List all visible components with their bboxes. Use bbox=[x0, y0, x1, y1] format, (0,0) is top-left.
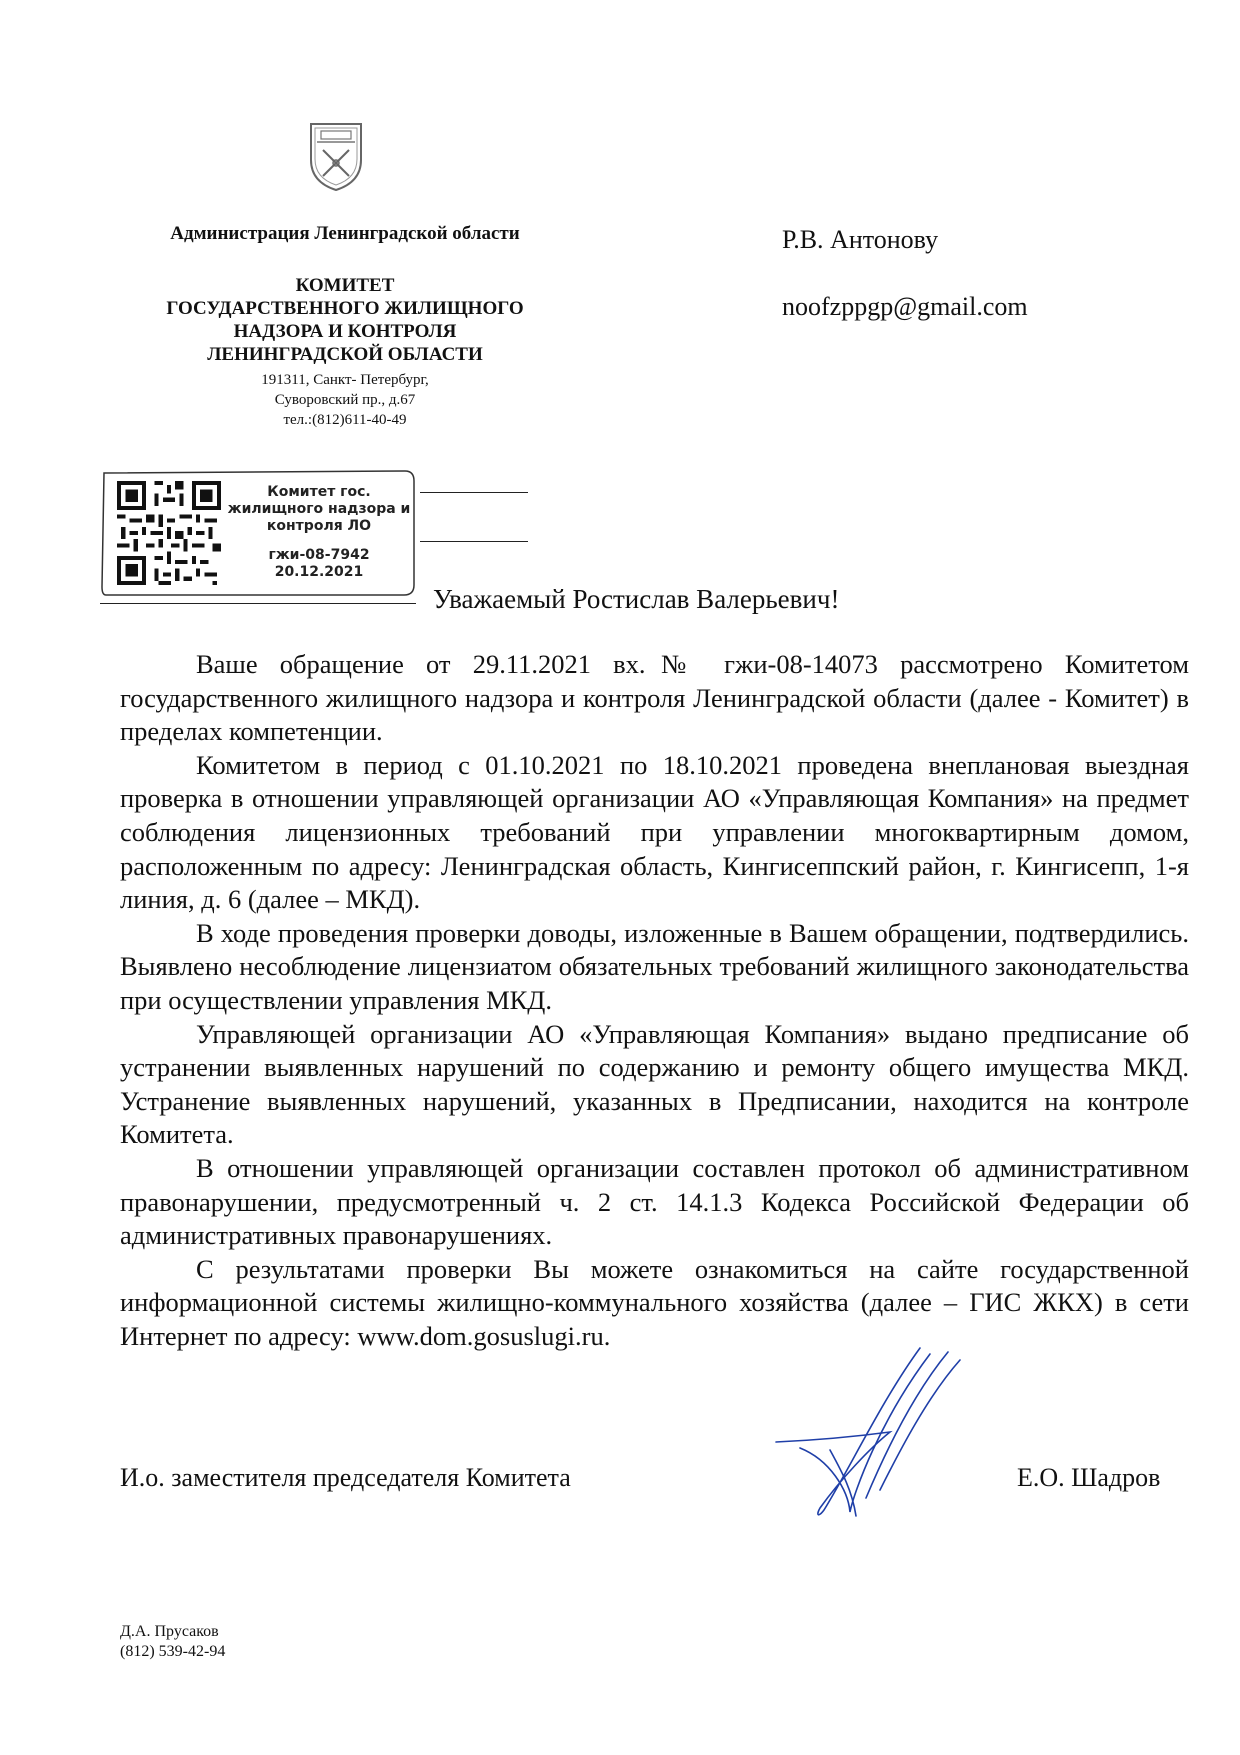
qr-code-icon bbox=[117, 481, 221, 585]
recipient-name: Р.В. Антонову bbox=[782, 225, 939, 254]
recipient-email: noofzppgp@gmail.com bbox=[782, 292, 1028, 321]
blank-line bbox=[100, 603, 416, 604]
coat-of-arms-icon bbox=[307, 120, 365, 192]
handwritten-signature bbox=[770, 1340, 970, 1540]
body-paragraph: Ваше обращение от 29.11.2021 вх.№ гжи-08-14073 рассмотрено Комитетом государственного жилищного надзора и контроля Ленинградской области (далее - Комитет) в пределах компетенции. bbox=[120, 649, 1189, 747]
committee-address bbox=[125, 370, 565, 430]
blank-line bbox=[420, 541, 528, 542]
committee-line: ЛЕНИНГРАДСКОЙ ОБЛАСТИ bbox=[207, 344, 483, 365]
blank-line bbox=[420, 492, 528, 493]
executor-name: Д.А. Прусаков bbox=[120, 1623, 219, 1640]
body-paragraph: С результатами проверки Вы можете ознакомиться на сайте государственной информационной системы жилищно-коммунального хозяйства (далее – ГИС ЖКХ) в сети Интернет по адресу: www.dom.gosuslugi.ru. bbox=[120, 1253, 1189, 1351]
organization-name: Администрация Ленинградской области bbox=[170, 223, 520, 244]
stamp-org-line: контроля ЛО bbox=[266, 518, 372, 534]
executor-phone: (812) 539-42-94 bbox=[120, 1643, 226, 1660]
body-paragraph: Управляющей организации АО «Управляющая Компания» выдано предписание об устранении выявленных нарушений по содержанию и ремонту общего имущества МКД. Устранение выявленных нарушений, указанных в Предписании, находится на контроле Комитета. bbox=[120, 1018, 1189, 1150]
stamp-organization bbox=[222, 484, 416, 535]
stamp-registration-number: гжи-08-7942 bbox=[268, 547, 370, 563]
registration-stamp bbox=[100, 469, 416, 597]
address-line: тел.:(812)611-40-49 bbox=[283, 412, 407, 428]
committee-line: НАДЗОРА И КОНТРОЛЯ bbox=[233, 321, 457, 342]
committee-line: КОМИТЕТ bbox=[295, 275, 395, 296]
signer-name: Е.О. Шадров bbox=[1017, 1463, 1161, 1492]
letter-body bbox=[120, 648, 1189, 1353]
committee-line: ГОСУДАРСТВЕННОГО ЖИЛИЩНОГО bbox=[166, 298, 524, 319]
signer-title: И.о. заместителя председателя Комитета bbox=[120, 1463, 571, 1492]
body-paragraph: Комитетом в период с 01.10.2021 по 18.10.2021 проведена внеплановая выездная проверка в отношении управляющей организации АО «Управляющая Компания» на предмет соблюдения лицензионных требований при управлении многоквартирным домом, расположенным по адресу: Ленинградская область, Кингисеппский район, г. Кингисепп, 1-я линия, д. 6 (далее – МКД). bbox=[120, 749, 1189, 915]
body-paragraph: В отношении управляющей организации составлен протокол об административном правонарушении, предусмотренный ч. 2 ст. 14.1.3 Кодекса Российской Федерации об административных правонарушениях. bbox=[120, 1152, 1189, 1251]
greeting: Уважаемый Ростислав Валерьевич! bbox=[433, 584, 840, 614]
executor-info bbox=[120, 1622, 225, 1662]
address-line: Суворовский пр., д.67 bbox=[274, 392, 416, 408]
address-line: 191311, Санкт- Петербург, bbox=[261, 372, 429, 388]
stamp-org-line: жилищного надзора и bbox=[227, 501, 411, 517]
committee-name bbox=[125, 274, 565, 366]
stamp-org-line: Комитет гос. bbox=[267, 484, 371, 500]
stamp-registration-date: 20.12.2021 bbox=[274, 564, 364, 580]
body-paragraph: В ходе проведения проверки доводы, изложенные в Вашем обращении, подтвердились. Выявлено несоблюдение лицензиатом обязательных требований жилищного законодательства при осуществлении управления МКД. bbox=[120, 917, 1189, 1015]
